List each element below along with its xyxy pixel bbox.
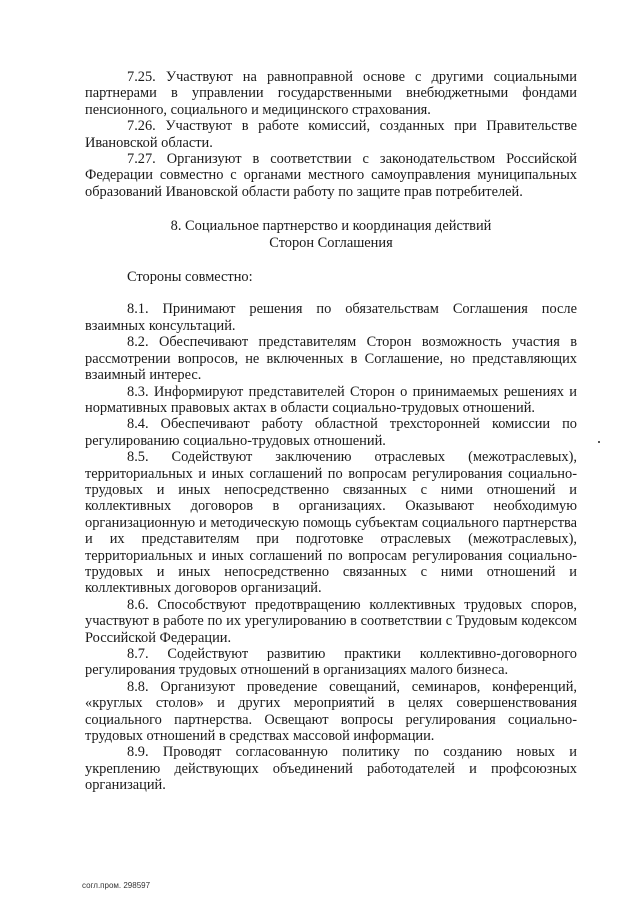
paragraph-7-26: 7.26. Участвуют в работе комиссий, созданных при Правительстве Ивановской области. bbox=[85, 118, 577, 151]
section-intro: Стороны совместно: bbox=[127, 269, 253, 286]
document-page bbox=[85, 69, 577, 794]
section-title-line2: Сторон Соглашения bbox=[269, 234, 393, 251]
paragraph-7-27: 7.27. Организуют в соответствии с законодательством Российской Федерации совместно с органами местного самоуправления муниципальных образований Ивановской области работу по защите прав потребителей. bbox=[85, 151, 577, 200]
item-8-9: 8.9. Проводят согласованную политику по созданию новых и укреплению действующих объединений работодателей и профсоюзных организаций. bbox=[85, 744, 577, 794]
item-8-2: 8.2. Обеспечивают представителям Сторон возможность участия в рассмотрении вопросов, не включенных в Соглашение, но представляющих взаимный интерес. bbox=[85, 334, 577, 384]
scan-speck bbox=[598, 441, 600, 443]
footer-code: согл.пром. 298597 bbox=[82, 881, 151, 890]
item-8-3: 8.3. Информируют представителей Сторон о принимаемых решениях и нормативных правовых актах в области социально-трудовых отношений. bbox=[85, 383, 577, 416]
item-8-6: 8.6. Способствуют предотвращению коллективных трудовых споров, участвуют в работе по их урегулированию в соответствии с Трудовым кодексом Российской Федерации. bbox=[85, 596, 577, 646]
item-8-7: 8.7. Содействуют развитию практики коллективно-договорного регулирования трудовых отношений в организациях малого бизнеса. bbox=[85, 646, 577, 679]
paragraph-7-25: 7.25. Участвуют на равноправной основе с другими социальными партнерами в управлении государственными внебюджетными фондами пенсионного, социального и медицинского страхования. bbox=[85, 69, 577, 118]
item-8-1: 8.1. Принимают решения по обязательствам Соглашения после взаимных консультаций. bbox=[85, 301, 577, 334]
section-title-line1: 8. Социальное партнерство и координация действий bbox=[170, 218, 492, 235]
item-8-5: 8.5. Содействуют заключению отраслевых (межотраслевых), территориальных и иных соглашений по вопросам регулирования социально-трудовых и иных непосредственно связанных с ними отношений и коллективных договоров в организациях. Оказывают необходимую организационную и методическую помощь субъектам социального партнерства и их представителям при подготовке отраслевых (межотраслевых), территориальных и иных соглашений по вопросам регулирования социально-трудовых и иных непосредственно связанных с ними отношений и коллективных договоров организаций. bbox=[85, 449, 577, 597]
item-8-8: 8.8. Организуют проведение совещаний, семинаров, конференций, «круглых столов» и других мероприятий в целях совершенствования социального партнерства. Освещают вопросы регулирования социально-трудовых отношений в средствах массовой информации. bbox=[85, 678, 577, 745]
item-8-4: 8.4. Обеспечивают работу областной трехсторонней комиссии по регулированию социально-трудовых отношений. bbox=[85, 416, 577, 449]
